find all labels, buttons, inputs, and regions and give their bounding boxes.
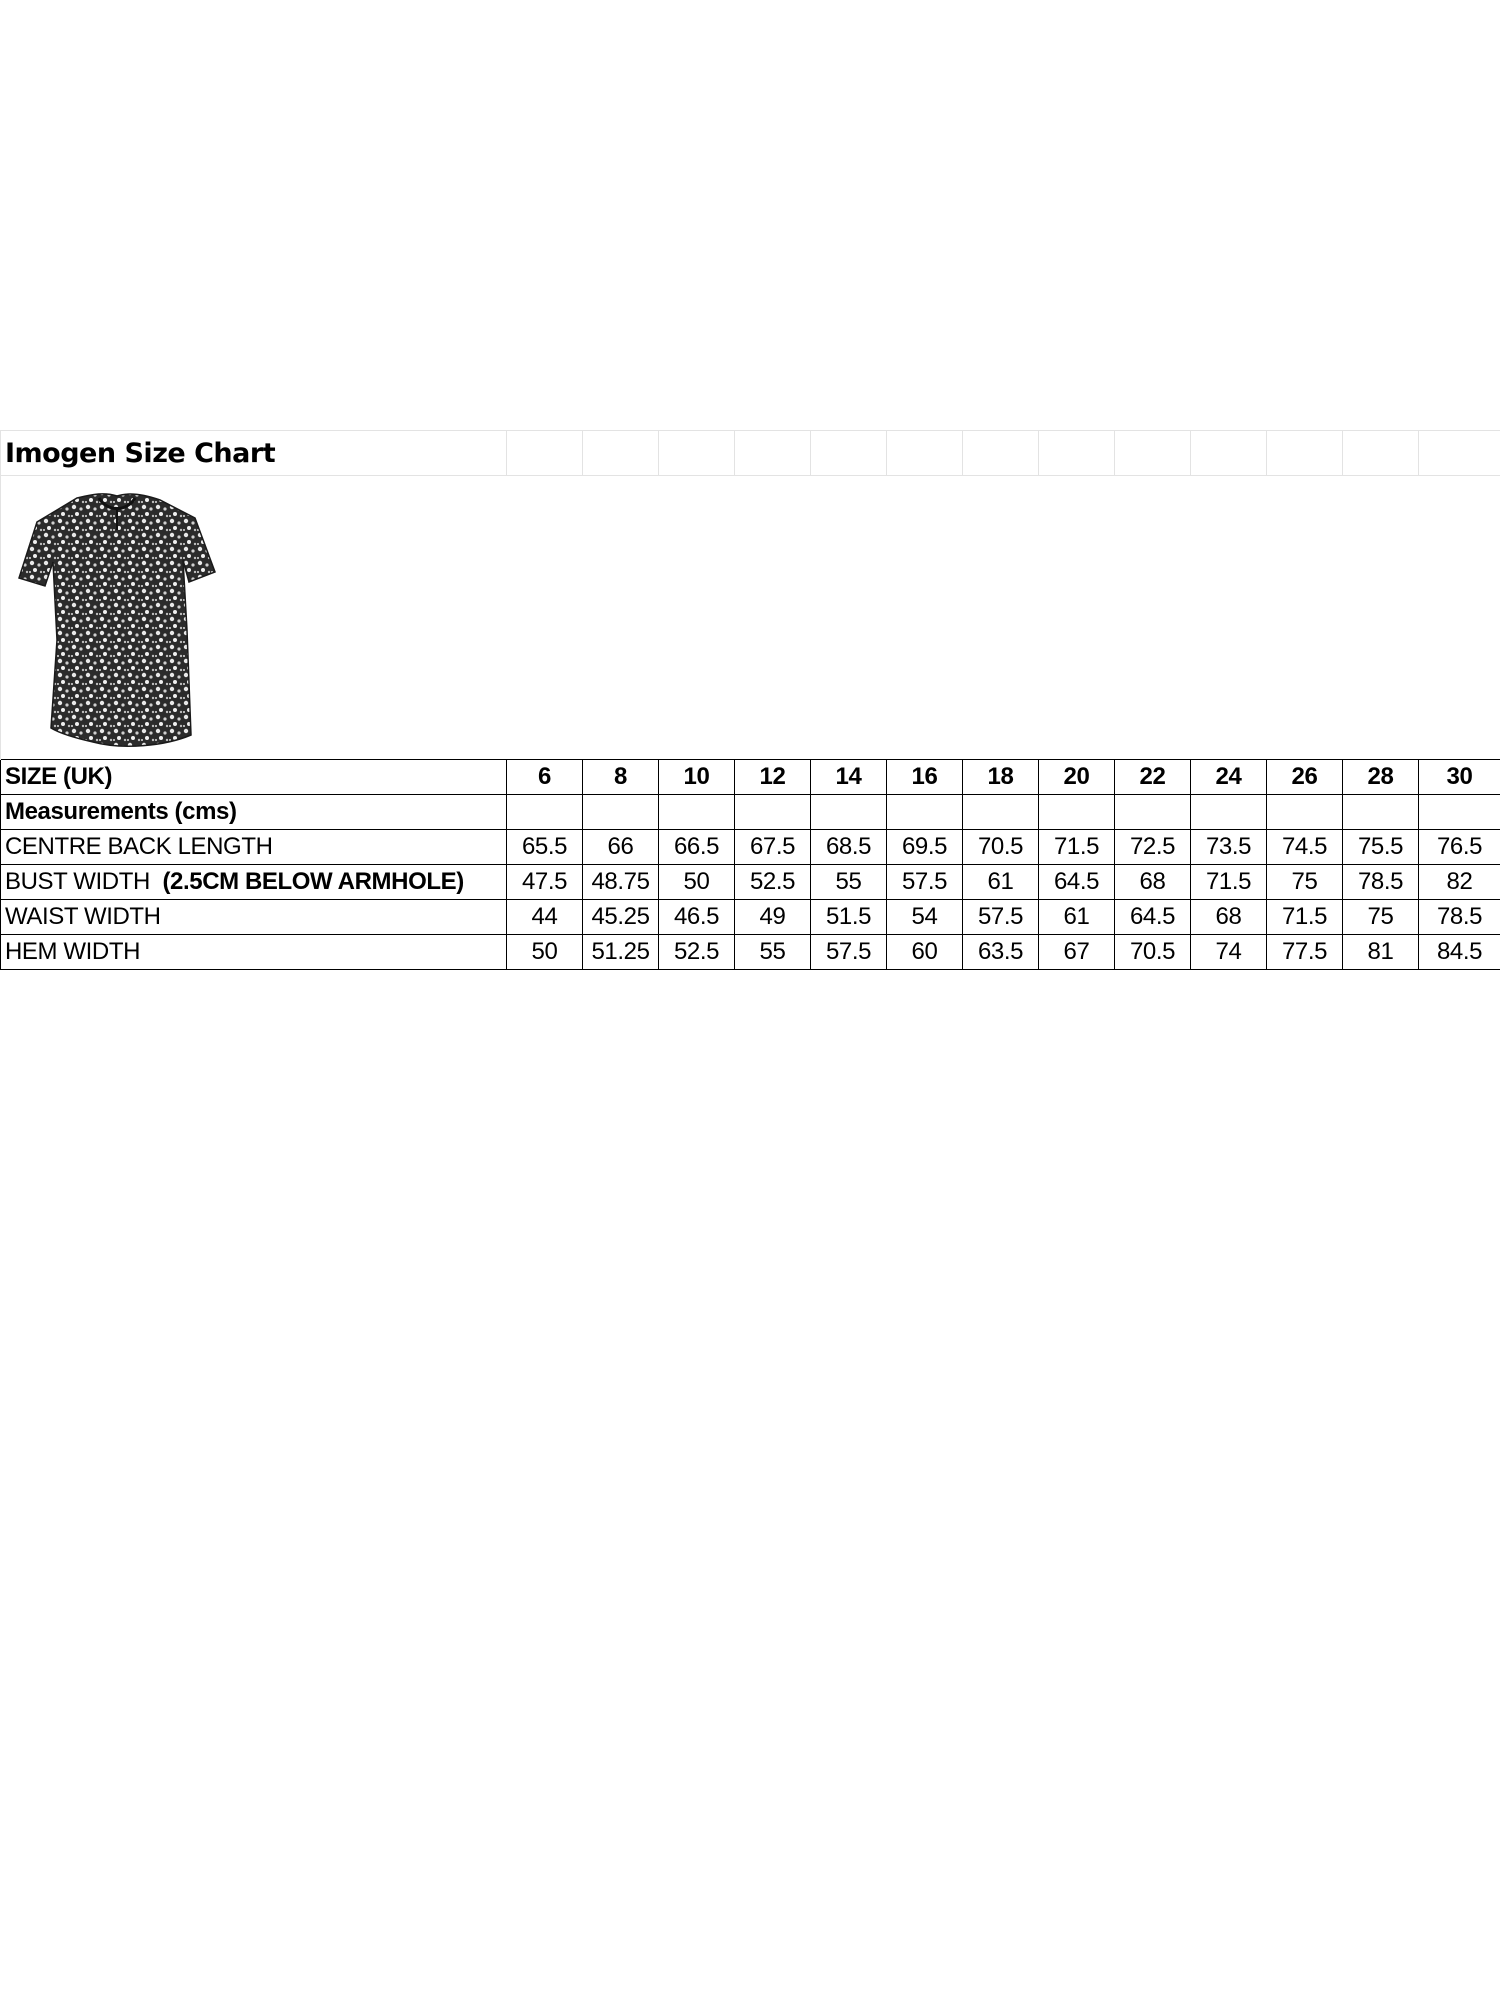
measurement-label: CENTRE BACK LENGTH <box>5 833 273 860</box>
measurement-value: 55 <box>811 865 887 900</box>
size-cell: 10 <box>659 760 735 795</box>
size-header-row <box>1 760 1500 795</box>
measurements-label: Measurements (cms) <box>1 795 507 830</box>
measurement-value: 84.5 <box>1419 935 1500 970</box>
measurement-value: 75 <box>1343 900 1419 935</box>
measurement-value: 57.5 <box>963 900 1039 935</box>
size-chart-sheet <box>0 430 1500 970</box>
measurement-value: 78.5 <box>1343 865 1419 900</box>
measurement-label-note: (2.5CM BELOW ARMHOLE) <box>162 868 464 895</box>
measurement-value: 61 <box>1039 900 1115 935</box>
measurement-value: 70.5 <box>1115 935 1191 970</box>
size-cell: 22 <box>1115 760 1191 795</box>
size-cell: 8 <box>583 760 659 795</box>
measurement-value: 71.5 <box>1267 900 1343 935</box>
measurement-label-cell <box>1 830 507 865</box>
size-cell: 16 <box>887 760 963 795</box>
measurement-value: 67 <box>1039 935 1115 970</box>
measurement-value: 52.5 <box>659 935 735 970</box>
measurement-value: 74.5 <box>1267 830 1343 865</box>
measurement-value: 50 <box>507 935 583 970</box>
measurement-value: 49 <box>735 900 811 935</box>
measurement-label-cell <box>1 935 507 970</box>
measurement-value: 71.5 <box>1039 830 1115 865</box>
size-label: SIZE (UK) <box>1 760 507 795</box>
measurement-label-cell <box>1 900 507 935</box>
measurement-value: 64.5 <box>1039 865 1115 900</box>
measurement-value: 76.5 <box>1419 830 1500 865</box>
measurement-row <box>1 935 1500 970</box>
measurement-value: 51.5 <box>811 900 887 935</box>
measurement-value: 82 <box>1419 865 1500 900</box>
measurement-value: 47.5 <box>507 865 583 900</box>
size-cell: 26 <box>1267 760 1343 795</box>
measurement-value: 52.5 <box>735 865 811 900</box>
measurements-row <box>1 795 1500 830</box>
measurement-value: 77.5 <box>1267 935 1343 970</box>
measurement-value: 72.5 <box>1115 830 1191 865</box>
measurement-value: 50 <box>659 865 735 900</box>
measurement-value: 64.5 <box>1115 900 1191 935</box>
garment-image <box>15 490 220 752</box>
chart-title: Imogen Size Chart <box>1 431 507 476</box>
measurement-value: 61 <box>963 865 1039 900</box>
measurement-value: 63.5 <box>963 935 1039 970</box>
measurement-row <box>1 830 1500 865</box>
measurement-value: 46.5 <box>659 900 735 935</box>
measurement-value: 68 <box>1115 865 1191 900</box>
measurement-value: 44 <box>507 900 583 935</box>
measurement-value: 75 <box>1267 865 1343 900</box>
measurement-label: BUST WIDTH <box>5 868 150 895</box>
size-chart-table <box>0 430 1500 970</box>
size-cell: 14 <box>811 760 887 795</box>
measurement-value: 54 <box>887 900 963 935</box>
size-cell: 12 <box>735 760 811 795</box>
measurement-value: 67.5 <box>735 830 811 865</box>
measurement-value: 57.5 <box>887 865 963 900</box>
measurement-value: 73.5 <box>1191 830 1267 865</box>
measurement-value: 45.25 <box>583 900 659 935</box>
size-cell: 30 <box>1419 760 1500 795</box>
measurement-value: 57.5 <box>811 935 887 970</box>
measurement-value: 68.5 <box>811 830 887 865</box>
measurement-label: HEM WIDTH <box>5 938 141 965</box>
measurement-value: 81 <box>1343 935 1419 970</box>
measurement-value: 60 <box>887 935 963 970</box>
image-row <box>1 476 1500 760</box>
measurement-row <box>1 865 1500 900</box>
size-cell: 18 <box>963 760 1039 795</box>
size-cell: 24 <box>1191 760 1267 795</box>
measurement-value: 51.25 <box>583 935 659 970</box>
measurement-label-cell <box>1 865 507 900</box>
measurement-row <box>1 900 1500 935</box>
title-row <box>1 431 1500 476</box>
measurement-value: 71.5 <box>1191 865 1267 900</box>
measurement-value: 66.5 <box>659 830 735 865</box>
measurement-value: 78.5 <box>1419 900 1500 935</box>
measurement-value: 55 <box>735 935 811 970</box>
measurement-value: 70.5 <box>963 830 1039 865</box>
image-cell <box>1 476 1500 760</box>
size-cell: 20 <box>1039 760 1115 795</box>
measurement-value: 68 <box>1191 900 1267 935</box>
measurement-label: WAIST WIDTH <box>5 903 161 930</box>
measurement-value: 69.5 <box>887 830 963 865</box>
measurement-value: 66 <box>583 830 659 865</box>
measurement-value: 75.5 <box>1343 830 1419 865</box>
measurement-value: 74 <box>1191 935 1267 970</box>
size-cell: 6 <box>507 760 583 795</box>
measurement-value: 65.5 <box>507 830 583 865</box>
size-cell: 28 <box>1343 760 1419 795</box>
measurement-value: 48.75 <box>583 865 659 900</box>
